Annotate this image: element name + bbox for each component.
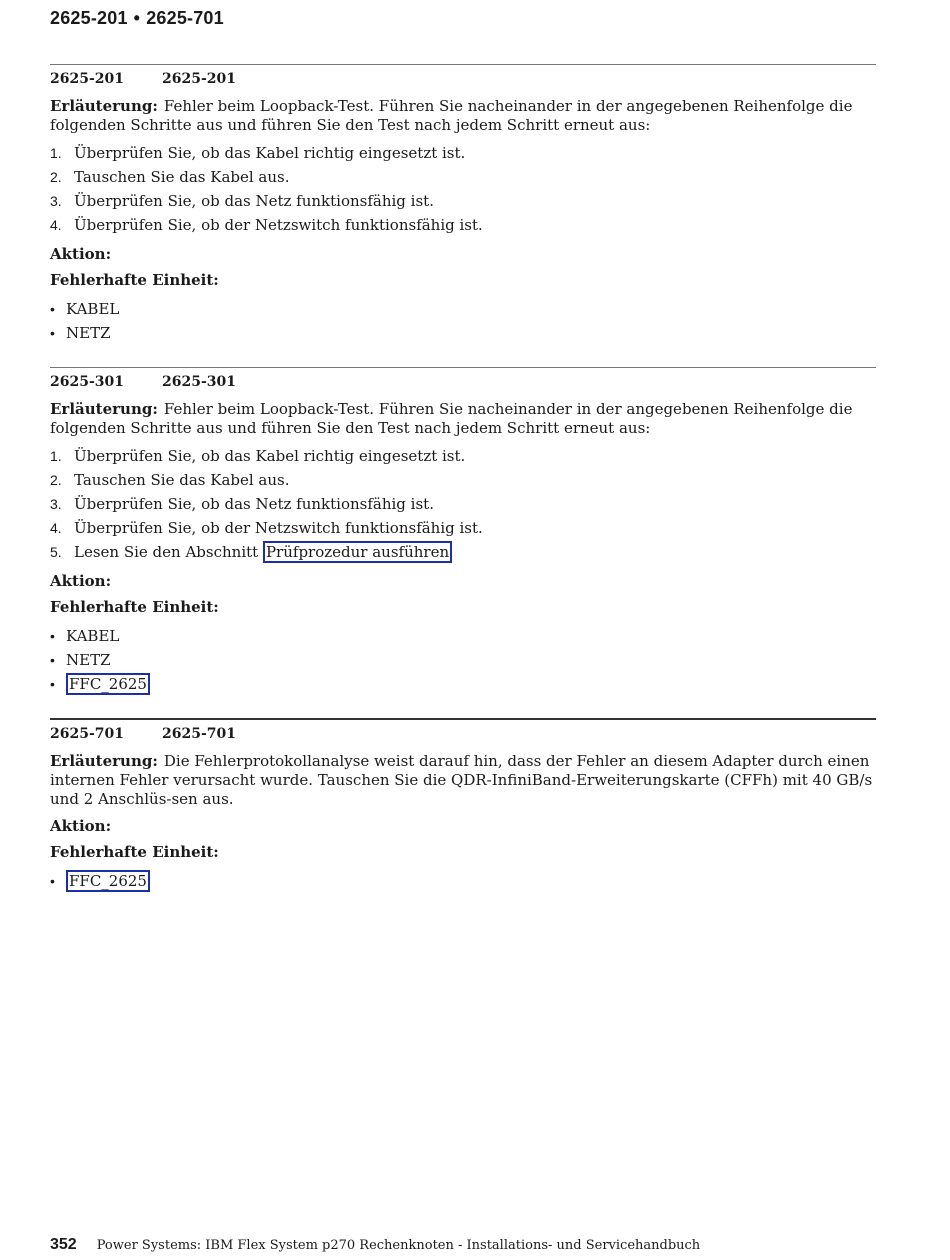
step-number: 2.: [50, 169, 62, 185]
explanation: [50, 97, 876, 135]
unit-item: [50, 648, 876, 672]
step-number: 3.: [50, 193, 62, 209]
main-content: [50, 64, 876, 915]
step-item: [50, 444, 876, 468]
entry-code: 2625-201: [50, 71, 124, 87]
explanation-label: Erläuterung:: [50, 752, 158, 770]
ffc-2625-link[interactable]: FFC_2625: [66, 870, 150, 892]
step-number: 5.: [50, 544, 62, 560]
step-number: 4.: [50, 217, 62, 233]
steps-list: [50, 141, 876, 237]
entry-code-secondary: 2625-301: [162, 374, 236, 390]
bullet-icon: •: [50, 301, 55, 317]
faulty-unit-heading: Fehlerhafte Einheit:: [50, 843, 219, 861]
explanation-text: Die Fehlerprotokollanalyse weist darauf hin, dass der Fehler an diesem Adapter durch einen internen Fehler verursacht wurde. Tauschen Sie die QDR-InfiniBand-Erweiterungskarte (CFFh) mit 40 GB/s und 2 Anschlüs-sen aus.: [50, 752, 873, 808]
step-text: Lesen Sie den Abschnitt: [74, 543, 259, 561]
faulty-unit-heading: Fehlerhafte Einheit:: [50, 271, 219, 289]
explanation-text: Fehler beim Loopback-Test. Führen Sie nacheinander in der angegebenen Reihenfolge die folgenden Schritte aus und führen Sie den Test nach jedem Schritt erneut aus:: [50, 400, 853, 437]
step-text: Überprüfen Sie, ob das Kabel richtig eingesetzt ist.: [74, 447, 466, 465]
explanation-label: Erläuterung:: [50, 400, 158, 418]
step-text: Überprüfen Sie, ob das Netz funktionsfähig ist.: [74, 192, 434, 210]
error-entry-2625-201: [50, 64, 876, 345]
step-number: 2.: [50, 472, 62, 488]
faulty-unit-list: [50, 869, 876, 893]
step-item: [50, 540, 876, 564]
book-title: Power Systems: IBM Flex System p270 Rechenknoten - Installations- und Servicehandbuch: [96, 1238, 701, 1253]
entry-code: 2625-701: [50, 726, 124, 742]
bullet-icon: •: [50, 873, 55, 889]
unit-item: [50, 672, 876, 696]
step-item: [50, 213, 876, 237]
header-left-code: 2625-201: [50, 8, 128, 28]
entry-code-line: [50, 726, 876, 742]
step-item: [50, 141, 876, 165]
bullet-icon: •: [50, 325, 55, 341]
steps-list: [50, 444, 876, 564]
explanation: [50, 400, 876, 438]
unit-text: KABEL: [66, 300, 120, 318]
page-header: [50, 8, 224, 29]
unit-text: NETZ: [66, 651, 111, 669]
step-item: [50, 165, 876, 189]
step-text: Überprüfen Sie, ob der Netzswitch funktionsfähig ist.: [74, 519, 483, 537]
step-item: [50, 516, 876, 540]
faulty-unit-heading: Fehlerhafte Einheit:: [50, 598, 219, 616]
step-number: 3.: [50, 496, 62, 512]
entry-code: 2625-301: [50, 374, 124, 390]
bullet-icon: •: [50, 652, 55, 668]
bullet-icon: •: [50, 676, 55, 692]
step-item: [50, 468, 876, 492]
ffc-2625-link[interactable]: FFC_2625: [66, 673, 150, 695]
step-text: Überprüfen Sie, ob der Netzswitch funktionsfähig ist.: [74, 216, 483, 234]
step-text: Tauschen Sie das Kabel aus.: [74, 168, 290, 186]
entry-code-secondary: 2625-201: [162, 71, 236, 87]
unit-item: [50, 624, 876, 648]
entry-code-line: [50, 71, 876, 87]
unit-item: [50, 297, 876, 321]
unit-item: [50, 321, 876, 345]
unit-text: KABEL: [66, 627, 120, 645]
check-procedure-link[interactable]: Prüfprozedur ausführen: [263, 541, 452, 563]
explanation: [50, 752, 876, 809]
bullet-icon: •: [50, 628, 55, 644]
unit-item: [50, 869, 876, 893]
error-entry-2625-301: [50, 367, 876, 696]
explanation-label: Erläuterung:: [50, 97, 158, 115]
step-text: Überprüfen Sie, ob das Kabel richtig eingesetzt ist.: [74, 144, 466, 162]
entry-code-secondary: 2625-701: [162, 726, 236, 742]
action-heading: Aktion:: [50, 817, 112, 835]
explanation-text: Fehler beim Loopback-Test. Führen Sie nacheinander in der angegebenen Reihenfolge die folgenden Schritte aus und führen Sie den Test nach jedem Schritt erneut aus:: [50, 97, 853, 134]
header-separator: •: [133, 8, 141, 28]
faulty-unit-list: [50, 297, 876, 345]
page-number: 352: [50, 1236, 77, 1253]
step-number: 4.: [50, 520, 62, 536]
entry-code-line: [50, 374, 876, 390]
unit-text: NETZ: [66, 324, 111, 342]
faulty-unit-list: [50, 624, 876, 696]
step-text: Tauschen Sie das Kabel aus.: [74, 471, 290, 489]
header-right-code: 2625-701: [146, 8, 224, 28]
step-number: 1.: [50, 448, 62, 464]
step-number: 1.: [50, 145, 62, 161]
page-footer: [50, 1236, 700, 1254]
error-entry-2625-701: [50, 718, 876, 893]
step-text: Überprüfen Sie, ob das Netz funktionsfähig ist.: [74, 495, 434, 513]
action-heading: Aktion:: [50, 572, 112, 590]
step-item: [50, 492, 876, 516]
step-item: [50, 189, 876, 213]
action-heading: Aktion:: [50, 245, 112, 263]
